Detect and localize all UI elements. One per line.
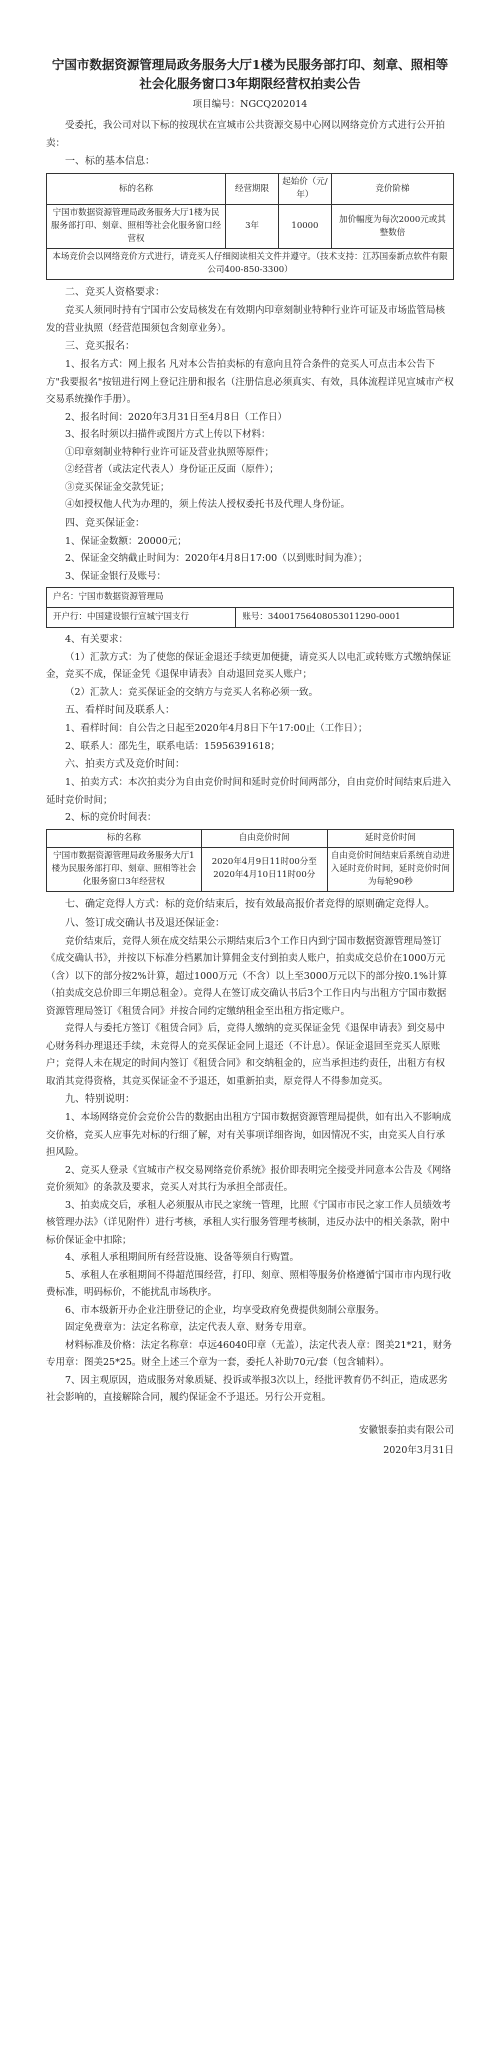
account-number-cell [236,608,454,628]
remitter-rule: （2）汇款人：竞买保证金的交纳方与竞买人名称必须一致。 [65,686,319,698]
bid-schedule-table [46,829,454,892]
page-title: 宁国市数据资源管理局政务服务大厅1楼为民服务部打印、刻章、照相等社会化服务窗口3年期限经营权拍卖公告 [51,57,449,91]
section-9-heading: 九、特别说明： [65,1094,135,1105]
note-1: 1、本场网络竞价会竞价公告的数据由出租方宁国市数据资源管理局提供，如有出入不影响成交价格，竞买人应事先对标的行细了解，对有关事项详细咨询，如因情况不实，由竞买人自行承担风险。 [46,1112,452,1158]
account-number: 34001756408053011290-0001 [267,612,401,622]
section-8-heading: 八、签订成交确认书及退还保证金： [65,917,225,929]
cell-item-name: 宁国市数据资源管理局政务服务大厅1楼为民服务部打印、刻章、照相等社会化服务窗口3年经营权 [47,847,202,891]
account-name: 宁国市数据资源管理局 [78,592,164,602]
cell-extended-bid-time: 自由竞价时间结束后系统自动进入延时竞价时间，延时竞价时间为每轮90秒 [327,847,453,891]
note-2: 2、竞买人登录《宣城市产权交易网络竞价系统》报价即表明完全接受并同意本公告及《网络竞价须知》的条款及要求，竞买人对其行为承担全部责任。 [46,1164,452,1193]
note-5: 5、承租人在承租期间不得超范围经营，打印、刻章、照相等服务价格遵循宁国市市内现行收费标准，明码标价，不能扰乱市场秩序。 [46,1269,452,1298]
signer-company: 安徽银泰拍卖有限公司 [358,1424,454,1436]
section-2-heading: 二、竞买人资格要求： [65,287,165,298]
deposit-bank-heading: 3、保证金银行及账号： [65,570,167,582]
note-3: 3、拍卖成交后，承租人必须服从市民之家统一管理，比照《宁国市市民之家工作人员绩效考核管理办法》（详见附件）进行考核，承租人实行服务管理考核制，违反办法中的相关条款，附中标价保证金中扣除； [46,1199,452,1246]
col-header-name: 标的名称 [47,829,202,847]
note-4: 4、承租人承租期间所有经营设施、设备等须自行购置。 [65,1252,300,1263]
col-header-extended-bid: 延时竞价时间 [327,829,453,847]
deposit-amount: 1、保证金数额：20000元； [65,535,187,547]
table-header-row [47,174,454,205]
table-header-row [47,829,454,847]
deposit-deadline: 2、保证金交纳截止时间为：2020年4月8日17:00（以到账时间为准）； [65,553,368,564]
bank-name: 中国建设银行宣城宁国支行 [87,612,190,622]
upload-materials: 3、报名时须以扫描件或图片方式上传以下材料： [65,429,271,440]
section-6-heading: 六、拍卖方式及竞价时间： [65,759,185,770]
section-4-heading: 四、竞买保证金： [65,517,145,529]
bank-label: 开户行： [53,612,88,622]
announcement-date: 2020年3月31日 [383,1444,454,1456]
table-row [47,588,454,608]
col-header-free-bid: 自由竞价时间 [201,829,327,847]
note-6: 6、市本级新开办企业注册登记的企业，均享受政府免费提供刻制公章服务。 [65,1304,385,1316]
bank-account-table [46,587,454,628]
material-item-2: ②经营者（或法定代表人）身份证正反面（原件）； [65,464,279,475]
confirmation-paragraph: 竞价结束后，竞得人须在成交结果公示期结束后3个工作日内到宁国市数据资源管理局签订《成交确认书》，并按以下标准分档累加计算佣金支付到拍卖人账户，拍卖成交总价在1000万元（含）以下的部分按2%计算，超过1000万元（不含）以上至3000万元以下的部分按0.1%计算（拍卖成交总价即三年期总租金）。竞得人在签订成交确认书后3个工作日内与出租方宁国市数据资源管理局签订《租赁合同》并按合同约定缴纳租金至出租方指定账户。 [46,935,448,1017]
cell-term: 3年 [226,205,279,249]
registration-time: 2、报名时间：2020年3月31日至4月8日（工作日） [65,411,287,423]
table-note: 本场竞价会以网络竞价方式进行，请竞买人仔细阅读相关文件并遵守。（技术支持：江苏国泰新点软件有限公司400-850-3300） [47,249,454,280]
material-item-4: ④如授权他人代为办理的，须上传法人授权委托书及代理人身份证。 [65,499,351,510]
col-header-name: 标的名称 [47,174,226,205]
table-row [47,608,454,628]
item-info-table [46,173,454,280]
table-note-row [47,249,454,280]
col-header-start-price: 起始价（元/年） [278,174,331,205]
cell-start-price: 10000 [278,205,331,249]
project-number: 项目编号：NGCQ202014 [192,99,308,110]
viewing-time: 1、看样时间：自公告之日起至2020年4月8日下午17:00止（工作日）； [65,723,368,734]
account-name-cell [47,588,454,608]
material-item-3: ③竞买保证金交款凭证； [65,481,170,493]
col-header-bid-step: 竞价阶梯 [331,174,453,205]
col-header-term: 经营期限 [226,174,279,205]
section-3-heading: 三、竞买报名： [65,341,135,352]
section-5-heading: 五、看样时间及联系人： [65,705,175,716]
table-row [47,847,454,891]
section-1-heading: 一、标的基本信息： [65,156,155,167]
cell-bid-step: 加价幅度为每次2000元或其整数倍 [331,205,453,249]
auction-method: 1、拍卖方式：本次拍卖分为自由竞价时间和延时竞价时间两部分，自由竞价时间结束后进入延时竞价时间； [46,777,452,806]
account-number-label: 账号： [242,612,268,622]
registration-method: 1、报名方式：网上报名 凡对本公告拍卖标的有意向且符合条件的竞买人可点击本公告下方"我要报名"按钮进行网上登记注册和报名（注册信息必须真实、有效，具体流程详见宣城市产权交易系统操作手册）。 [46,359,454,405]
remittance-method: （1）汇款方式：为了使您的保证金退还手续更加便捷，请竞买人以电汇或转账方式缴纳保证金，竞买不成，保证金凭《退保申请表》自动退回竞买人账户； [46,651,452,680]
bid-schedule-heading: 2、标的竞价时间表： [65,812,157,823]
cell-free-bid-time: 2020年4月9日11时00分至2020年4月10日11时00分 [201,847,327,891]
material-item-1: ①印章刻制业特种行业许可证及营业执照等原件； [65,446,275,458]
seal-materials-price: 材料标准及价格：法定名称章：卓远46040印章（无盖），法定代表人章：图美21*21，财务专用章：图美25*25。财全上述三个章为一套，委托人补助70元/套（包含辅料）。 [46,1339,452,1368]
intro-paragraph: 受委托，我公司对以下标的按现状在宣城市公共资源交易中心网以网络竞价方式进行公开拍卖： [46,120,446,149]
qualification-paragraph: 竞买人须同时持有宁国市公安局核发在有效期内印章刻制业特种行业许可证及市场监管局核发的营业执照（经营范围须包含刻章业务）。 [46,305,446,334]
section-7-heading: 七、确定竞得人方式：标的竞价结束后，按有效最高报价者竞得的原则确定竞得人。 [65,898,435,910]
free-seal-types: 固定免费章为：法定名称章，法定代表人章、财务专用章。 [65,1322,313,1333]
note-7: 7、因主观原因，造成服务对象质疑、投诉或举报3次以上，经批评教育仍不纠正，造成恶劣社会影响的，直接解除合同，履约保证金不予退还。另行公开竞租。 [46,1374,448,1403]
bank-cell [47,608,236,628]
contact-person: 2、联系人：邵先生，联系电话：15956391618； [65,740,281,752]
deposit-refund-paragraph: 竞得人与委托方签订《租赁合同》后，竞得人缴纳的竞买保证金凭《退保申请表》到交易中心财务科办理退还手续，未竞得人的竞买保证金同上退还（不计息）。保证金退回至竞买人原账户；竞得人未在规定的时间内签订《租赁合同》和交纳租金的，应当承担违约责任，出租方有权取消其竞得资格，其竞买保证金不予退还，如重新拍卖，原竞得人不得参加竞买。 [46,1023,446,1087]
requirements-heading: 4、有关要求： [65,634,129,645]
cell-item-name: 宁国市数据资源管理局政务服务大厅1楼为民服务部打印、刻章、照相等社会化服务窗口经营权 [47,205,226,249]
account-name-label: 户名： [53,592,79,602]
table-row [47,205,454,249]
